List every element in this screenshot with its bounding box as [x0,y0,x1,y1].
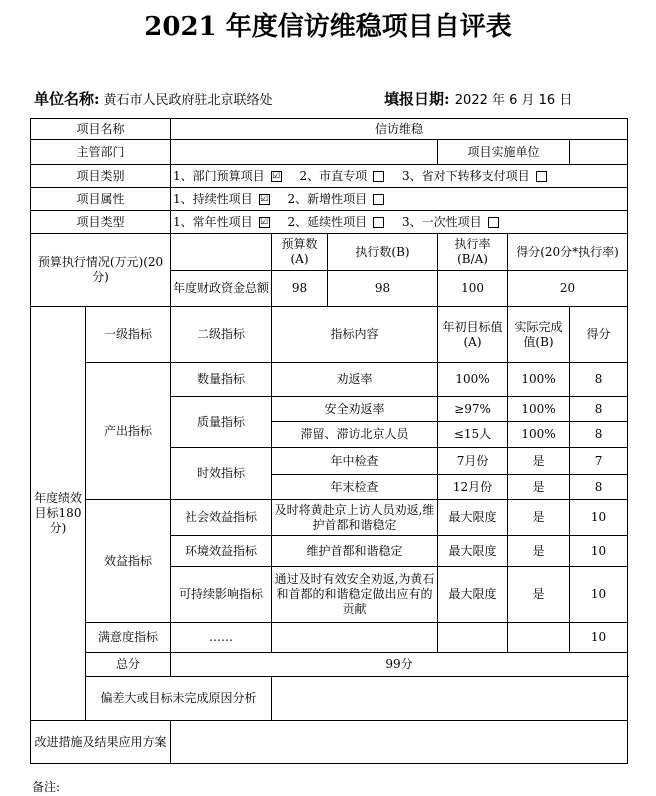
type-label: 项目类型 [31,211,171,234]
score-cell: 10 [570,623,628,653]
score-cell: 8 [570,397,628,422]
dept-label: 主管部门 [31,140,171,165]
category-option-text: 2、市直专项 [299,168,368,183]
exec-value: 98 [328,271,438,307]
target-cell: 最大限度 [438,500,508,536]
actual-cell: 是 [508,500,570,536]
actual-cell: 是 [508,448,570,475]
total-value: 99分 [171,653,628,677]
type-option [402,215,499,229]
actual-cell: 100% [508,422,570,448]
l2-cell: 环境效益指标 [171,536,272,567]
checkbox-icon [536,171,547,182]
content-cell: 维护首都和谐稳定 [272,536,438,567]
type-option [287,215,384,229]
category-option [299,169,384,183]
type-options [171,211,628,234]
impl-unit-value [570,140,628,165]
score-cell: 8 [570,475,628,500]
l2-cell: 数量指标 [171,363,272,397]
category-label: 项目类别 [31,165,171,188]
deviation-label: 偏差大或目标未完成原因分析 [86,677,272,721]
content-cell: 滞留、滞访北京人员 [272,422,438,448]
target-cell: ≥97% [438,397,508,422]
attr-option-text: 2、新增性项目 [287,191,368,206]
actual-header: 实际完成值(B) [508,307,570,363]
attr-label: 项目属性 [31,188,171,211]
checkbox-icon [373,194,384,205]
date-label: 填报日期: [384,90,450,108]
rate-value: 100 [438,271,508,307]
checkbox-icon: ☑ [272,170,281,181]
perf-label: 年度绩效目标180分) [31,307,86,721]
project-name-value: 信访维稳 [171,119,628,140]
l1-header: 一级指标 [86,307,171,363]
page-title: 2021 年度信访维稳项目自评表 [144,12,512,42]
total-label: 总分 [86,653,171,677]
l2-header: 二级指标 [171,307,272,363]
l2-cell: 质量指标 [171,397,272,448]
actual-cell: 是 [508,475,570,500]
checkbox-icon [373,171,384,182]
unit-name: 黄石市人民政府驻北京联络处 [103,93,273,108]
target-cell [438,623,508,653]
score-cell: 10 [570,567,628,623]
actual-cell: 是 [508,536,570,567]
attr-option [173,192,270,206]
budget-label: 预算执行情况(万元)(20分) [31,234,171,307]
type-option [173,215,270,229]
score-cell: 7 [570,448,628,475]
budget-header: 预算数(A) [272,234,328,271]
score-col-header: 得分 [570,307,628,363]
checkbox-icon: ☑ [260,193,269,204]
rate-header: 执行率(B/A) [438,234,508,271]
satisfaction-l2: …… [171,623,272,653]
attr-option-text: 1、持续性项目 [173,191,253,206]
content-cell: 通过及时有效安全劝返,为黄石和首都的和谐稳定做出应有的贡献 [272,567,438,623]
improvement-label: 改进措施及结果应用方案 [31,721,171,764]
checkbox-icon [373,217,384,228]
category-option [402,169,547,183]
type-option-text: 1、常年性项目 [173,214,253,229]
type-option-text: 2、延续性项目 [287,214,368,229]
category-option [173,169,282,183]
output-label: 产出指标 [86,363,171,500]
actual-cell: 100% [508,397,570,422]
target-cell: 12月份 [438,475,508,500]
checkbox-icon: ☑ [260,216,269,227]
target-cell: 最大限度 [438,567,508,623]
unit-info-row [34,88,634,109]
content-cell: 年中检查 [272,448,438,475]
content-cell: 年末检查 [272,475,438,500]
satisfaction-label: 满意度指标 [86,623,171,653]
actual-cell: 是 [508,567,570,623]
budget-blank-cell [171,234,272,271]
score-header: 得分(20分*执行率) [508,234,628,271]
type-option-text: 3、一次性项目 [401,214,482,229]
content-cell: 劝返率 [272,363,438,397]
deviation-value [272,677,628,721]
category-option-text: 3、省对下转移支付项目 [401,168,530,183]
category-option-text: 1、部门预算项目 [173,168,265,183]
score-cell: 10 [570,500,628,536]
l2-cell: 时效指标 [171,448,272,500]
content-cell: 及时将黄赴京上访人员劝返,维护首都和谐稳定 [272,500,438,536]
target-cell: 最大限度 [438,536,508,567]
impl-unit-label: 项目实施单位 [438,140,570,165]
l2-cell: 社会效益指标 [171,500,272,536]
project-name-label: 项目名称 [31,119,171,140]
checkbox-icon [488,217,499,228]
dept-value [171,140,438,165]
unit-label: 单位名称: [34,90,100,108]
actual-cell [508,623,570,653]
budget-value: 98 [272,271,328,307]
target-cell: 7月份 [438,448,508,475]
category-options [171,165,628,188]
score-cell: 8 [570,363,628,397]
self-evaluation-table [30,118,628,764]
content-cell [272,623,438,653]
l2-cell: 可持续影响指标 [171,567,272,623]
attr-option [287,192,384,206]
attr-options [171,188,628,211]
fund-total-label: 年度财政资金总额 [171,271,272,307]
date-value: 2022 年 6 月 16 日 [454,93,573,108]
exec-header: 执行数(B) [328,234,438,271]
target-header: 年初目标值(A) [438,307,508,363]
target-cell: 100% [438,363,508,397]
benefit-label: 效益指标 [86,500,171,623]
content-cell: 安全劝返率 [272,397,438,422]
score-cell: 10 [570,536,628,567]
note-label: 备注: [32,780,61,794]
score-cell: 8 [570,422,628,448]
content-header: 指标内容 [272,307,438,363]
date-block [384,88,572,109]
budget-score-value: 20 [508,271,628,307]
target-cell: ≤15人 [438,422,508,448]
actual-cell: 100% [508,363,570,397]
improvement-value [171,721,628,764]
